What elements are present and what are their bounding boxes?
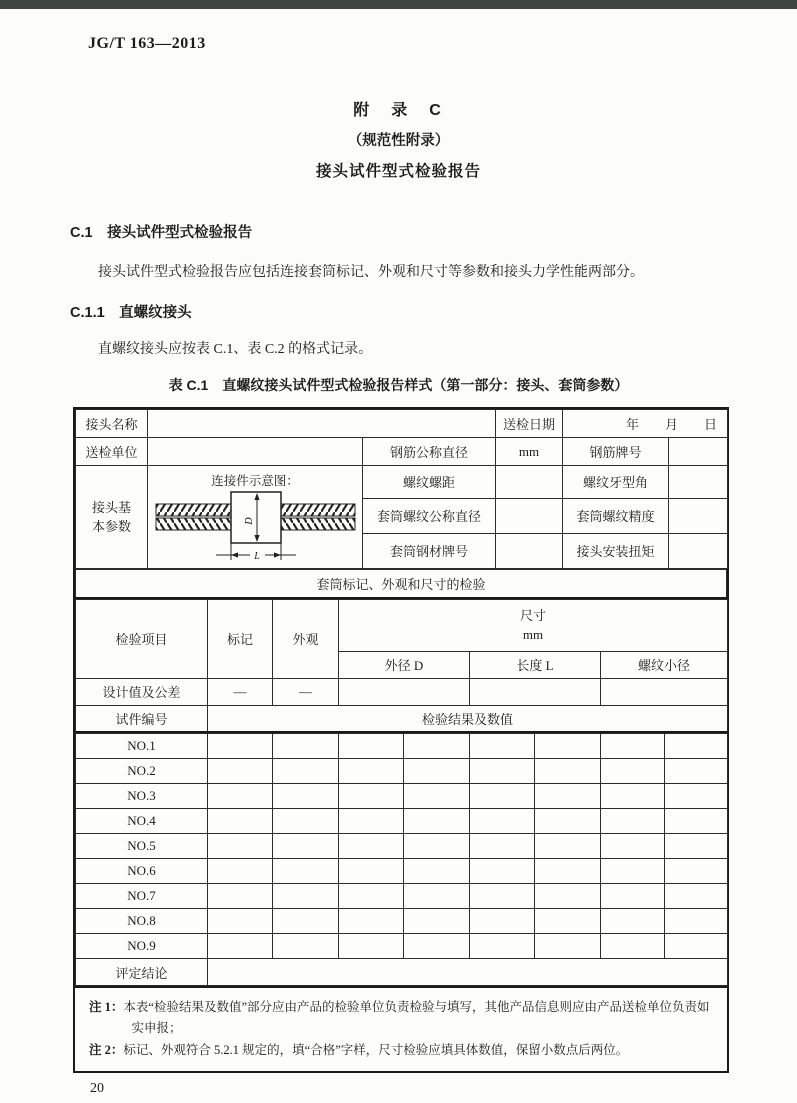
inspection-section-title: 套筒标记、外观和尺寸的检验: [76, 570, 727, 598]
table-row: [76, 859, 728, 884]
joint-name-label: 接头名称: [76, 410, 148, 438]
heading-c11: C.1.1 直螺纹接头: [70, 305, 192, 321]
conclusion-value-cell: [208, 959, 728, 986]
sleeve-thread-precision-label: 套筒螺纹精度: [563, 498, 669, 533]
table-row: [76, 784, 728, 809]
sleeve-thread-precision-value-cell: [669, 498, 728, 533]
specimen-label: NO.9: [76, 934, 208, 959]
mark-header: 标记: [208, 599, 273, 678]
row-design-values: [76, 678, 728, 705]
design-minor-dia-cell: [601, 678, 728, 705]
table-row: [76, 809, 728, 834]
torque-value-cell: [669, 533, 728, 568]
rebar-left-top: [156, 504, 231, 516]
rebar-right-bottom: [281, 518, 355, 530]
specimen-label: NO.5: [76, 834, 208, 859]
submit-unit-label: 送检单位: [76, 438, 148, 466]
joint-name-value-cell: [148, 410, 496, 438]
col-outer-dia-header: 外径 D: [339, 651, 470, 678]
table-row: [76, 759, 728, 784]
specimen-data-table: [75, 733, 728, 986]
coupler-diagram-cell: [148, 466, 363, 569]
specimen-label: NO.7: [76, 884, 208, 909]
diagram-caption: 连接件示意图：: [211, 474, 299, 488]
thread-angle-label: 螺纹牙型角: [563, 466, 669, 499]
page-number: 20: [90, 1080, 104, 1096]
item-header: 检验项目: [76, 599, 208, 678]
paragraph-c11: 直螺纹接头应按表 C.1、表 C.2 的格式记录。: [98, 342, 373, 357]
appendix-title-line1: 附 录 C: [353, 102, 444, 119]
sleeve-steel-value-cell: [496, 533, 563, 568]
submit-date-value: 年 月 日: [563, 410, 728, 438]
rebar-right-top: [281, 504, 355, 516]
conclusion-label: 评定结论: [76, 959, 208, 986]
note-1: [89, 997, 715, 1038]
table-row: [76, 834, 728, 859]
specimen-label: NO.8: [76, 909, 208, 934]
thread-angle-value-cell: [669, 466, 728, 499]
sleeve-steel-label: 套筒钢材牌号: [363, 533, 496, 568]
result-header: 检验结果及数值: [208, 705, 728, 732]
coupler-diagram: [153, 490, 358, 562]
submit-unit-value-cell: [148, 438, 363, 466]
col-minor-dia-header: 螺纹小径: [601, 651, 728, 678]
appendix-title-line2: （规范性附录）: [347, 133, 450, 149]
note-2: [89, 1040, 715, 1061]
row-thread-pitch: [76, 466, 728, 499]
design-mark-dash: —: [208, 678, 273, 705]
row-submit-unit: [76, 438, 728, 466]
torque-label: 接头安装扭矩: [563, 533, 669, 568]
row-joint-name: [76, 410, 728, 438]
specimen-label: NO.3: [76, 784, 208, 809]
sleeve-thread-dia-value-cell: [496, 498, 563, 533]
table-row: [76, 884, 728, 909]
note-2-label: 注 2：: [89, 1043, 124, 1058]
table-row: [76, 934, 728, 959]
rebar-grade-label: 钢筋牌号: [563, 438, 669, 466]
inspection-title-table: [75, 569, 727, 599]
design-outer-dia-cell: [339, 678, 470, 705]
row-inspection-title: [76, 570, 727, 598]
table-row: [76, 909, 728, 934]
design-appearance-dash: —: [273, 678, 339, 705]
row-inspection-header: [76, 599, 728, 651]
table-row: [76, 734, 728, 759]
thread-pitch-label: 螺纹螺距: [363, 466, 496, 499]
note-2-text: 标记、外观符合 5.2.1 规定的，填“合格”字样，尺寸检验应填具体数值，保留小数点后两位。: [123, 1043, 629, 1058]
rebar-diameter-label: 钢筋公称直径: [363, 438, 496, 466]
dim-l-label: L: [253, 551, 260, 562]
rebar-left-bottom: [156, 518, 231, 530]
note-1-text: 本表“检验结果及数值”部分应由产品的检验单位负责检验与填写，其他产品信息则应由产品送检单位负责如实申报；: [123, 1000, 710, 1035]
table-notes: [75, 986, 727, 1071]
basic-params-label: 接头基 本参数: [76, 466, 148, 569]
thread-pitch-value-cell: [496, 466, 563, 499]
scan-top-edge: [0, 0, 797, 9]
table-caption: 表 C.1 直螺纹接头试件型式检验报告样式（第一部分：接头、套筒参数）: [168, 377, 629, 393]
inspection-header-table: [75, 599, 728, 734]
heading-c1: C.1 接头试件型式检验报告: [70, 225, 253, 241]
report-form-table: [73, 407, 729, 1073]
design-length-cell: [470, 678, 601, 705]
specimen-label: NO.4: [76, 809, 208, 834]
design-label: 设计值及公差: [76, 678, 208, 705]
row-conclusion: [76, 959, 728, 986]
rebar-diameter-unit: mm: [496, 438, 563, 466]
rebar-grade-value-cell: [669, 438, 728, 466]
specimen-label: NO.6: [76, 859, 208, 884]
note-1-label: 注 1：: [89, 1000, 124, 1014]
size-header: 尺寸 mm: [339, 599, 728, 651]
dim-d-label: D: [243, 517, 255, 525]
paragraph-c1: 接头试件型式检验报告应包括连接套筒标记、外观和尺寸等参数和接头力学性能两部分。: [98, 265, 644, 280]
appendix-title-block: [0, 97, 797, 181]
specimen-label: NO.2: [76, 759, 208, 784]
appearance-header: 外观: [273, 599, 339, 678]
appendix-title-line3: 接头试件型式检验报告: [315, 163, 481, 180]
doc-number: JG/T 163—2013: [88, 35, 206, 52]
specimen-header: 试件编号: [76, 705, 208, 732]
info-section-table: [75, 409, 728, 569]
sleeve-thread-dia-label: 套筒螺纹公称直径: [363, 498, 496, 533]
row-specimen-header: [76, 705, 728, 732]
col-length-header: 长度 L: [470, 651, 601, 678]
specimen-label: NO.1: [76, 734, 208, 759]
submit-date-label: 送检日期: [496, 410, 563, 438]
